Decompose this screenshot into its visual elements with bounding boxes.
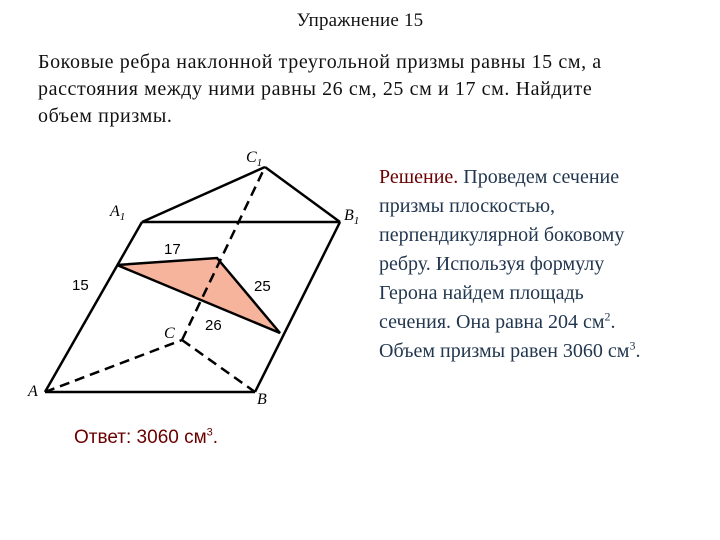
superscript: 2 [604, 309, 611, 324]
vertex-label-b: B [257, 391, 267, 408]
period: . [610, 311, 616, 333]
vertex-label-c1: $C_1$ [246, 149, 263, 169]
solution-area-text: сечения. Она равна 204 см [379, 311, 605, 333]
superscript: 3 [629, 338, 636, 353]
vertex-label-b1: $B_1$ [344, 207, 360, 227]
answer-text: Ответ: 3060 см [74, 427, 207, 448]
solution-heading: Решение. [379, 166, 459, 188]
solution-line: призмы плоскостью, [379, 195, 556, 217]
solution-line [379, 308, 709, 337]
edge-c-b [182, 340, 255, 392]
vertex-label-a: A [28, 383, 38, 400]
problem-line: расстояния между ними равны 26 см, 25 см и 17 см. Найдите [38, 78, 593, 100]
edge-a-a1 [45, 222, 142, 392]
problem-statement [38, 49, 688, 130]
exercise-title: Упражнение 15 [296, 10, 424, 31]
vertex-label-a1: $A_1$ [110, 203, 126, 223]
solution-line: Герона найдем площадь [379, 282, 584, 304]
distance-17: 17 [164, 241, 181, 258]
solution-line [379, 337, 709, 366]
edge-b-b1 [255, 222, 340, 392]
cross-section [117, 258, 280, 333]
solution-line [379, 163, 709, 192]
period: . [212, 427, 219, 448]
distance-26: 26 [205, 317, 222, 334]
edge-length-15: 15 [72, 277, 89, 294]
prism-figure [0, 138, 380, 418]
prism-diagram [0, 138, 380, 418]
solution-text [379, 163, 709, 366]
solution-line: перпендикулярной боковому [379, 224, 625, 246]
answer [74, 427, 218, 449]
problem-line: объем призмы. [38, 105, 173, 127]
solution-volume-text: Объем призмы равен 3060 см [379, 340, 630, 362]
solution-line: ребру. Используя формулу [379, 253, 605, 275]
edge-c1-b1 [265, 167, 340, 222]
edge-a1-c1 [142, 167, 265, 222]
vertex-label-c: C [164, 325, 175, 342]
distance-25: 25 [254, 278, 271, 295]
solution-line-text: Проведем сечение [458, 166, 620, 188]
problem-line: Боковые ребра наклонной треугольной призмы равны 15 см, а [38, 51, 602, 73]
superscript: 3 [206, 426, 213, 439]
edge-a-c [45, 340, 182, 392]
period: . [635, 340, 641, 362]
